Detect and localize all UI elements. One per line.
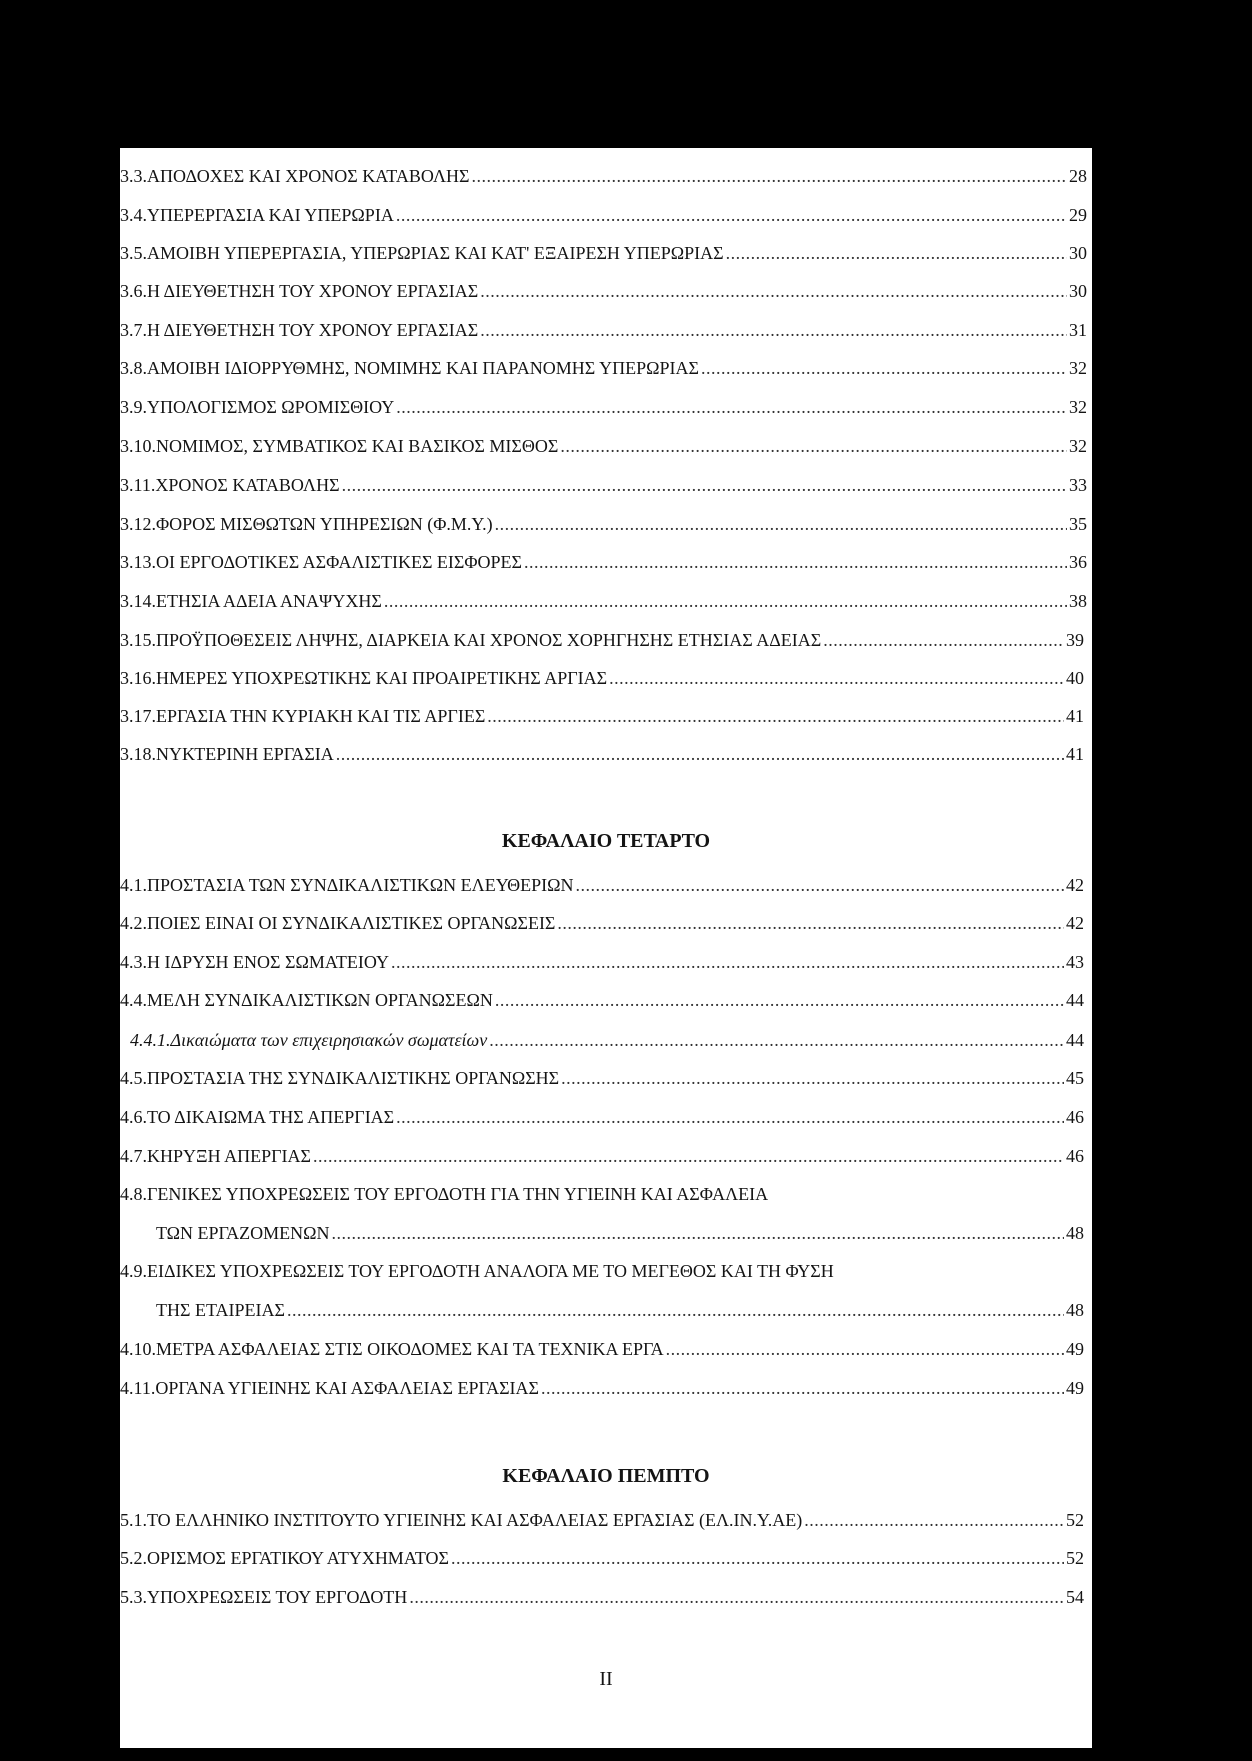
toc-entry-title: 3.3.ΑΠΟΔΟΧΕΣ ΚΑΙ ΧΡΟΝΟΣ ΚΑΤΑΒΟΛΗΣ <box>120 166 470 186</box>
dot-leader <box>451 1546 1064 1570</box>
document-page <box>120 148 1092 1748</box>
toc-entry-title: 4.6.ΤΟ ΔΙΚΑΙΩΜΑ ΤΗΣ ΑΠΕΡΓΙΑΣ <box>120 1107 395 1127</box>
toc-entry-title: 3.11.ΧΡΟΝΟΣ ΚΑΤΑΒΟΛΗΣ <box>120 475 340 495</box>
dot-leader <box>666 1337 1064 1361</box>
toc-entry-page: 49 <box>1066 1339 1084 1359</box>
toc-entry-page: 38 <box>1069 591 1087 611</box>
toc-entry-page: 44 <box>1066 990 1084 1010</box>
toc-entry[interactable] <box>120 1508 1084 1532</box>
dot-leader <box>396 203 1067 227</box>
toc-entry[interactable] <box>120 279 1087 303</box>
toc-entry-title: 3.12.ΦΟΡΟΣ ΜΙΣΘΩΤΩΝ ΥΠΗΡΕΣΙΩΝ (Φ.Μ.Υ.) <box>120 514 493 534</box>
toc-entry[interactable] <box>120 988 1084 1012</box>
toc-entry-title: 4.4.ΜΕΛΗ ΣΥΝΔΙΚΑΛΙΣΤΙΚΩΝ ΟΡΓΑΝΩΣΕΩΝ <box>120 990 493 1010</box>
dot-leader <box>557 911 1064 935</box>
toc-entry-page: 44 <box>1066 1030 1084 1050</box>
toc-entry[interactable] <box>120 1066 1084 1090</box>
dot-leader <box>701 356 1067 380</box>
chapter-heading: ΚΕΦΑΛΑΙΟ ΠΕΜΠΤΟ <box>502 1465 710 1487</box>
toc-entry-title: 3.6.Η ΔΙΕΥΘΕΤΗΣΗ ΤΟΥ ΧΡΟΝΟΥ ΕΡΓΑΣΙΑΣ <box>120 281 479 301</box>
dot-leader <box>726 241 1067 265</box>
toc-entry-page: 29 <box>1069 205 1087 225</box>
toc-entry-page: 48 <box>1066 1223 1084 1243</box>
dot-leader <box>609 666 1064 690</box>
toc-entry-title: 3.5.ΑΜΟΙΒΗ ΥΠΕΡΕΡΓΑΣΙΑ, ΥΠΕΡΩΡΙΑΣ ΚΑΙ ΚΑΤ' ΕΞΑΙΡΕΣΗ ΥΠΕΡΩΡΙΑΣ <box>120 243 724 263</box>
toc-entry[interactable] <box>120 356 1087 380</box>
dot-leader <box>524 550 1067 574</box>
toc-entry-title: 4.7.ΚΗΡΥΞΗ ΑΠΕΡΓΙΑΣ <box>120 1146 311 1166</box>
toc-entry-page: 41 <box>1066 744 1084 764</box>
toc-entry[interactable] <box>120 1585 1084 1609</box>
toc-entry-page: 35 <box>1069 514 1087 534</box>
dot-leader <box>336 742 1064 766</box>
toc-entry-title: 3.14.ΕΤΗΣΙΑ ΑΔΕΙΑ ΑΝΑΨΥΧΗΣ <box>120 591 382 611</box>
toc-entry-page: 32 <box>1069 397 1087 417</box>
page-number: II <box>599 1668 613 1690</box>
toc-entry-page: 49 <box>1066 1378 1084 1398</box>
toc-entry[interactable] <box>120 1105 1084 1129</box>
dot-leader <box>804 1508 1064 1532</box>
toc-entry-page: 39 <box>1066 630 1084 650</box>
toc-entry-page: 30 <box>1069 243 1087 263</box>
toc-entry-title: 3.15.ΠΡΟΫΠΟΘΕΣΕΙΣ ΛΗΨΗΣ, ΔΙΑΡΚΕΙΑ ΚΑΙ ΧΡΟΝΟΣ ΧΟΡΗΓΗΣΗΣ ΕΤΗΣΙΑΣ ΑΔΕΙΑΣ <box>120 630 822 650</box>
dot-leader <box>396 1105 1064 1129</box>
chapter-heading: ΚΕΦΑΛΑΙΟ ΤΕΤΑΡΤΟ <box>501 830 711 852</box>
dot-leader <box>480 318 1067 342</box>
toc-entry-title: 4.11.ΟΡΓΑΝΑ ΥΓΙΕΙΝΗΣ ΚΑΙ ΑΣΦΑΛΕΙΑΣ ΕΡΓΑΣΙΑΣ <box>120 1378 540 1398</box>
toc-entry-page: 48 <box>1066 1300 1084 1320</box>
toc-entry[interactable] <box>120 704 1084 728</box>
toc-entry-title-line1[interactable]: 4.8.ΓΕΝΙΚΕΣ ΥΠΟΧΡΕΩΣΕΙΣ ΤΟΥ ΕΡΓΟΔΟΤΗ ΓΙΑ ΤΗΝ ΥΓΙΕΙΝΗ ΚΑΙ ΑΣΦΑΛΕΙΑ <box>120 1184 769 1204</box>
toc-entry-page: 52 <box>1066 1510 1084 1530</box>
dot-leader <box>287 1298 1064 1322</box>
toc-entry-title: 4.5.ΠΡΟΣΤΑΣΙΑ ΤΗΣ ΣΥΝΔΙΚΑΛΙΣΤΙΚΗΣ ΟΡΓΑΝΩΣΗΣ <box>120 1068 560 1088</box>
toc-entry-title: 3.4.ΥΠΕΡΕΡΓΑΣΙΑ ΚΑΙ ΥΠΕΡΩΡΙΑ <box>120 205 394 225</box>
toc-entry-page: 32 <box>1069 358 1087 378</box>
toc-entry-title: 5.2.ΟΡΙΣΜΟΣ ΕΡΓΑΤΙΚΟΥ ΑΤΥΧΗΜΑΤΟΣ <box>120 1548 449 1568</box>
toc-entry-title: 4.1.ΠΡΟΣΤΑΣΙΑ ΤΩΝ ΣΥΝΔΙΚΑΛΙΣΤΙΚΩΝ ΕΛΕΥΘΕΡΙΩΝ <box>120 875 574 895</box>
toc-entry[interactable] <box>120 395 1087 419</box>
toc-entry-page: 43 <box>1066 952 1084 972</box>
dot-leader <box>332 1221 1064 1245</box>
dot-leader <box>313 1144 1064 1168</box>
dot-leader <box>489 1028 1064 1052</box>
toc-entry[interactable] <box>120 911 1084 935</box>
toc-entry[interactable] <box>120 950 1084 974</box>
dot-leader <box>823 628 1064 652</box>
toc-entry-title-line2: ΤΗΣ ΕΤΑΙΡΕΙΑΣ <box>156 1300 285 1320</box>
toc-entry[interactable] <box>120 873 1084 897</box>
toc-entry[interactable] <box>120 550 1087 574</box>
toc-entry-page: 45 <box>1066 1068 1084 1088</box>
dot-leader <box>541 1376 1064 1400</box>
dot-leader <box>342 473 1067 497</box>
toc-entry[interactable] <box>120 589 1087 613</box>
toc-entry-title: 3.17.ΕΡΓΑΣΙΑ ΤΗΝ ΚΥΡΙΑΚΗ ΚΑΙ ΤΙΣ ΑΡΓΙΕΣ <box>120 706 486 726</box>
dot-leader <box>384 589 1067 613</box>
toc-entry[interactable] <box>120 434 1087 458</box>
toc-entry[interactable] <box>120 512 1087 536</box>
toc-entry[interactable] <box>120 628 1084 652</box>
dot-leader <box>495 988 1064 1012</box>
dot-leader <box>409 1585 1064 1609</box>
toc-entry-page: 28 <box>1069 166 1087 186</box>
toc-entry-page: 36 <box>1069 552 1087 572</box>
toc-entry[interactable] <box>120 473 1087 497</box>
toc-entry-page: 33 <box>1069 475 1087 495</box>
toc-entry-page: 40 <box>1066 668 1084 688</box>
toc-entry[interactable] <box>120 1337 1084 1361</box>
toc-entry-title: 4.10.ΜΕΤΡΑ ΑΣΦΑΛΕΙΑΣ ΣΤΙΣ ΟΙΚΟΔΟΜΕΣ ΚΑΙ ΤΑ ΤΕΧΝΙΚΑ ΕΡΓΑ <box>120 1339 664 1359</box>
dot-leader <box>495 512 1067 536</box>
toc-entry[interactable] <box>156 1298 1084 1322</box>
toc-entry-page: 46 <box>1066 1146 1084 1166</box>
toc-entry-title: 5.3.ΥΠΟΧΡΕΩΣΕΙΣ ΤΟΥ ΕΡΓΟΔΟΤΗ <box>120 1587 408 1607</box>
toc-entry-title: 3.10.ΝΟΜΙΜΟΣ, ΣΥΜΒΑΤΙΚΟΣ ΚΑΙ ΒΑΣΙΚΟΣ ΜΙΣΘΟΣ <box>120 436 559 456</box>
toc-entry-title: 3.16.ΗΜΕΡΕΣ ΥΠΟΧΡΕΩΤΙΚΗΣ ΚΑΙ ΠΡΟΑΙΡΕΤΙΚΗΣ ΑΡΓΙΑΣ <box>120 668 608 688</box>
toc-entry[interactable] <box>120 1144 1084 1168</box>
toc-entry-page: 46 <box>1066 1107 1084 1127</box>
toc-entry[interactable] <box>156 1221 1084 1245</box>
toc-entry[interactable] <box>120 742 1084 766</box>
toc-entry[interactable] <box>120 318 1087 342</box>
toc-entry-title: 4.3.Η ΙΔΡΥΣΗ ΕΝΟΣ ΣΩΜΑΤΕΙΟΥ <box>120 952 389 972</box>
toc-entry-page: 42 <box>1066 875 1084 895</box>
toc-entry-title: 5.1.ΤΟ ΕΛΛΗΝΙΚΟ ΙΝΣΤΙΤΟΥΤΟ ΥΓΙΕΙΝΗΣ ΚΑΙ ΑΣΦΑΛΕΙΑΣ ΕΡΓΑΣΙΑΣ (ΕΛ.ΙΝ.Υ.ΑΕ) <box>120 1510 803 1530</box>
toc-entry-title-line1[interactable]: 4.9.ΕΙΔΙΚΕΣ ΥΠΟΧΡΕΩΣΕΙΣ ΤΟΥ ΕΡΓΟΔΟΤΗ ΑΝΑΛΟΓΑ ΜΕ ΤΟ ΜΕΓΕΘΟΣ ΚΑΙ ΤΗ ΦΥΣΗ <box>120 1261 834 1281</box>
toc-entry-title: 3.13.ΟΙ ΕΡΓΟΔΟΤΙΚΕΣ ΑΣΦΑΛΙΣΤΙΚΕΣ ΕΙΣΦΟΡΕΣ <box>120 552 523 572</box>
dot-leader <box>396 395 1067 419</box>
dot-leader <box>391 950 1064 974</box>
toc-entry[interactable] <box>120 241 1087 265</box>
dot-leader <box>560 434 1067 458</box>
toc-entry-page: 42 <box>1066 913 1084 933</box>
toc-entry-title: 3.8.ΑΜΟΙΒΗ ΙΔΙΟΡΡΥΘΜΗΣ, ΝΟΜΙΜΗΣ ΚΑΙ ΠΑΡΑΝΟΜΗΣ ΥΠΕΡΩΡΙΑΣ <box>120 358 699 378</box>
dot-leader <box>561 1066 1064 1090</box>
dot-leader <box>575 873 1064 897</box>
toc-entry-title-line2: ΤΩΝ ΕΡΓΑΖΟΜΕΝΩΝ <box>156 1223 330 1243</box>
toc-entry-page: 41 <box>1066 706 1084 726</box>
toc-entry-title: 3.9.ΥΠΟΛΟΓΙΣΜΟΣ ΩΡΟΜΙΣΘΙΟΥ <box>120 397 395 417</box>
toc-entry-page: 52 <box>1066 1548 1084 1568</box>
toc-entry-page: 32 <box>1069 436 1087 456</box>
toc-entry[interactable] <box>120 666 1084 690</box>
toc-entry-title: 3.7.Η ΔΙΕΥΘΕΤΗΣΗ ΤΟΥ ΧΡΟΝΟΥ ΕΡΓΑΣΙΑΣ <box>120 320 479 340</box>
toc-entry-page: 31 <box>1069 320 1087 340</box>
toc-entry[interactable] <box>120 1376 1084 1400</box>
toc-subentry[interactable] <box>130 1028 1084 1052</box>
dot-leader <box>472 164 1068 188</box>
toc-entry[interactable] <box>120 1546 1084 1570</box>
toc-entry-title: 4.2.ΠΟΙΕΣ ΕΙΝΑΙ ΟΙ ΣΥΝΔΙΚΑΛΙΣΤΙΚΕΣ ΟΡΓΑΝΩΣΕΙΣ <box>120 913 556 933</box>
toc-entry-page: 54 <box>1066 1587 1084 1607</box>
dot-leader <box>487 704 1064 728</box>
dot-leader <box>480 279 1067 303</box>
toc-entry-page: 30 <box>1069 281 1087 301</box>
toc-entry[interactable] <box>120 164 1087 188</box>
toc-entry[interactable] <box>120 203 1087 227</box>
toc-entry-title: 4.4.1.Δικαιώματα των επιχειρησιακών σωματείων <box>130 1030 488 1050</box>
toc-entry-title: 3.18.ΝΥΚΤΕΡΙΝΗ ΕΡΓΑΣΙΑ <box>120 744 334 764</box>
